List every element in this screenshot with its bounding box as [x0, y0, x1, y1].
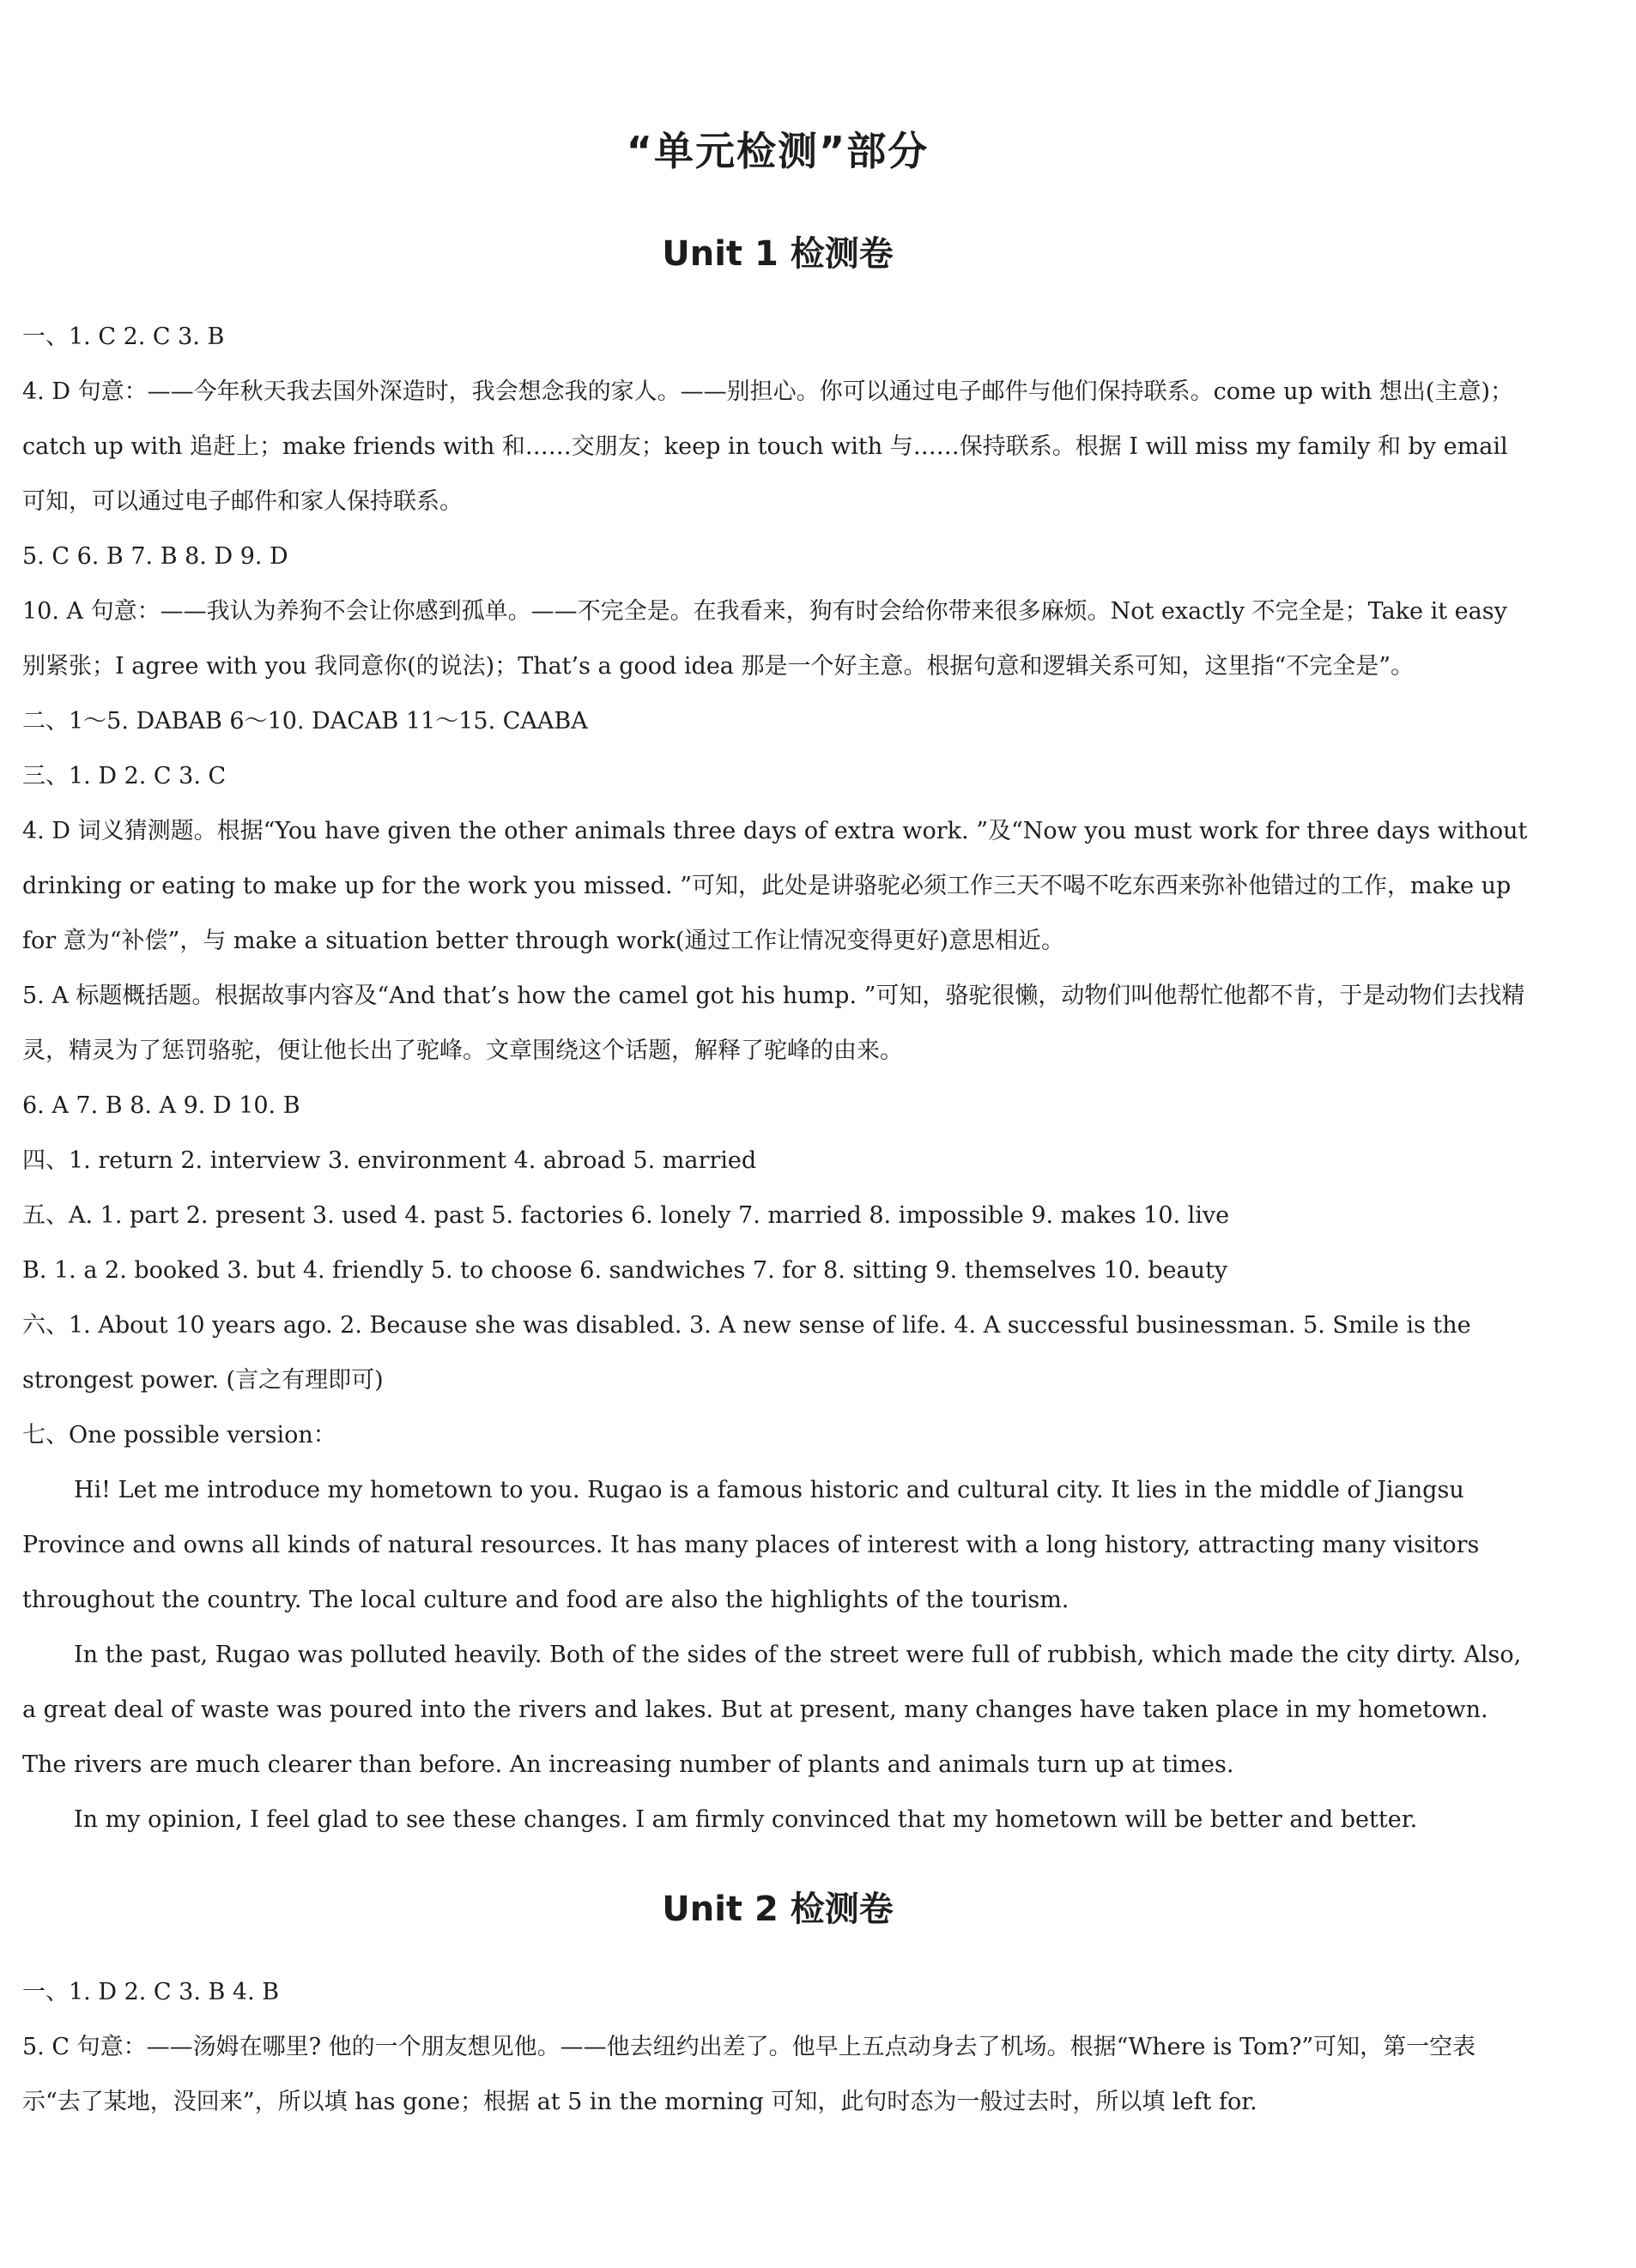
unit1-section1-q4: 4. D 句意：——今年秋天我去国外深造时，我会想念我的家人。——别担心。你可以通过电子邮件与他们保持联系。come up with 想出(主意)；catch up with 追赶上；make friends with 和……交朋友；keep in touch with 与……保持联系。根据 I will miss my family 和 by email 可知，可以通过电子邮件和家人保持联系。 [22, 378, 1514, 515]
unit1-essay-paragraph-1: Hi! Let me introduce my hometown to you. Rugao is a famous historic and cultural city. It lies in the middle of Jiangsu Province and owns all kinds of natural resources. It has many places of interest with a long history, attracting many visitors throughout the country. The local culture and food are also the highlights of the tourism. [22, 1477, 1480, 1613]
unit1-section3-q6-10: 6. A 7. B 8. A 9. D 10. B [22, 1092, 300, 1119]
unit2-section1-q5: 5. C 句意：——汤姆在哪里? 他的一个朋友想见他。——他去纽约出差了。他早上五点动身去了机场。根据“Where is Tom?”可知，第一空表示“去了某地，没回来”，所以填 has gone；根据 at 5 in the morning 可知，此句时态为一般过去时，所以填 left for. [22, 2034, 1476, 2115]
unit1-essay-paragraph-2: In the past, Rugao was polluted heavily. Both of the sides of the street were full of rubbish, which made the city dirty. Also, a great deal of waste was poured into the rivers and lakes. But at present, many changes have taken place in my hometown. The rivers are much clearer than before. An increasing number of plants and animals turn up at times. [22, 1642, 1522, 1778]
unit1-essay-paragraph-3: In my opinion, I feel glad to see these changes. I am firmly convinced that my hometown will be better and better. [74, 1806, 1418, 1833]
unit1-section3-q5: 5. A 标题概括题。根据故事内容及“And that’s how the camel got his hump. ”可知，骆驼很懒，动物们叫他帮忙他都不肯，于是动物们去找精灵，精灵为了惩罚骆驼，便让他长出了驼峰。文章围绕这个话题，解释了驼峰的由来。 [22, 983, 1525, 1064]
unit2-section1-q1-4: 一、1. D 2. C 3. B 4. B [22, 1979, 280, 2005]
unit1-section2: 二、1～5. DABAB 6～10. DACAB 11～15. CAABA [22, 708, 588, 735]
unit1-title: Unit 1 检测卷 [662, 234, 894, 274]
page-title: “单元检测”部分 [626, 128, 930, 174]
unit1-section3-q4: 4. D 词义猜测题。根据“You have given the other animals three days of extra work. ”及“Now you must work for three days without drinking or eating to make up for the work you missed. ”可知，此处是讲骆驼必须工作三天不喝不吃东西来弥补他错过的工作，make up for 意为“补偿”，与 make a situation better through work(通过工作让情况变得更好)意思相近。 [22, 818, 1528, 954]
unit1-section1-q10: 10. A 句意：——我认为养狗不会让你感到孤单。——不完全是。在我看来，狗有时会给你带来很多麻烦。Not exactly 不完全是；Take it easy 别紧张；I agree with you 我同意你(的说法)；That’s a good idea 那是一个好主意。根据句意和逻辑关系可知，这里指“不完全是”。 [22, 598, 1507, 680]
unit1-section1-q5-9: 5. C 6. B 7. B 8. D 9. D [22, 543, 288, 570]
unit2-title: Unit 2 检测卷 [662, 1890, 894, 1929]
unit1-section1-q1-3: 一、1. C 2. C 3. B [22, 324, 225, 350]
unit1-section7-label: 七、One possible version： [22, 1422, 336, 1448]
unit1-section6: 六、1. About 10 years ago. 2. Because she was disabled. 3. A new sense of life. 4. A successful businessman. 5. Smile is the strongest power. (言之有理即可) [22, 1312, 1471, 1394]
unit1-section4: 四、1. return 2. interview 3. environment 4. abroad 5. married [22, 1147, 757, 1174]
unit1-section5b: B. 1. a 2. booked 3. but 4. friendly 5. to choose 6. sandwiches 7. for 8. sitting 9. themselves 10. beauty [22, 1257, 1228, 1284]
unit1-section3-q1-3: 三、1. D 2. C 3. C [22, 763, 227, 789]
unit1-section5a: 五、A. 1. part 2. present 3. used 4. past 5. factories 6. lonely 7. married 8. impossible 9. makes 10. live [22, 1202, 1230, 1229]
